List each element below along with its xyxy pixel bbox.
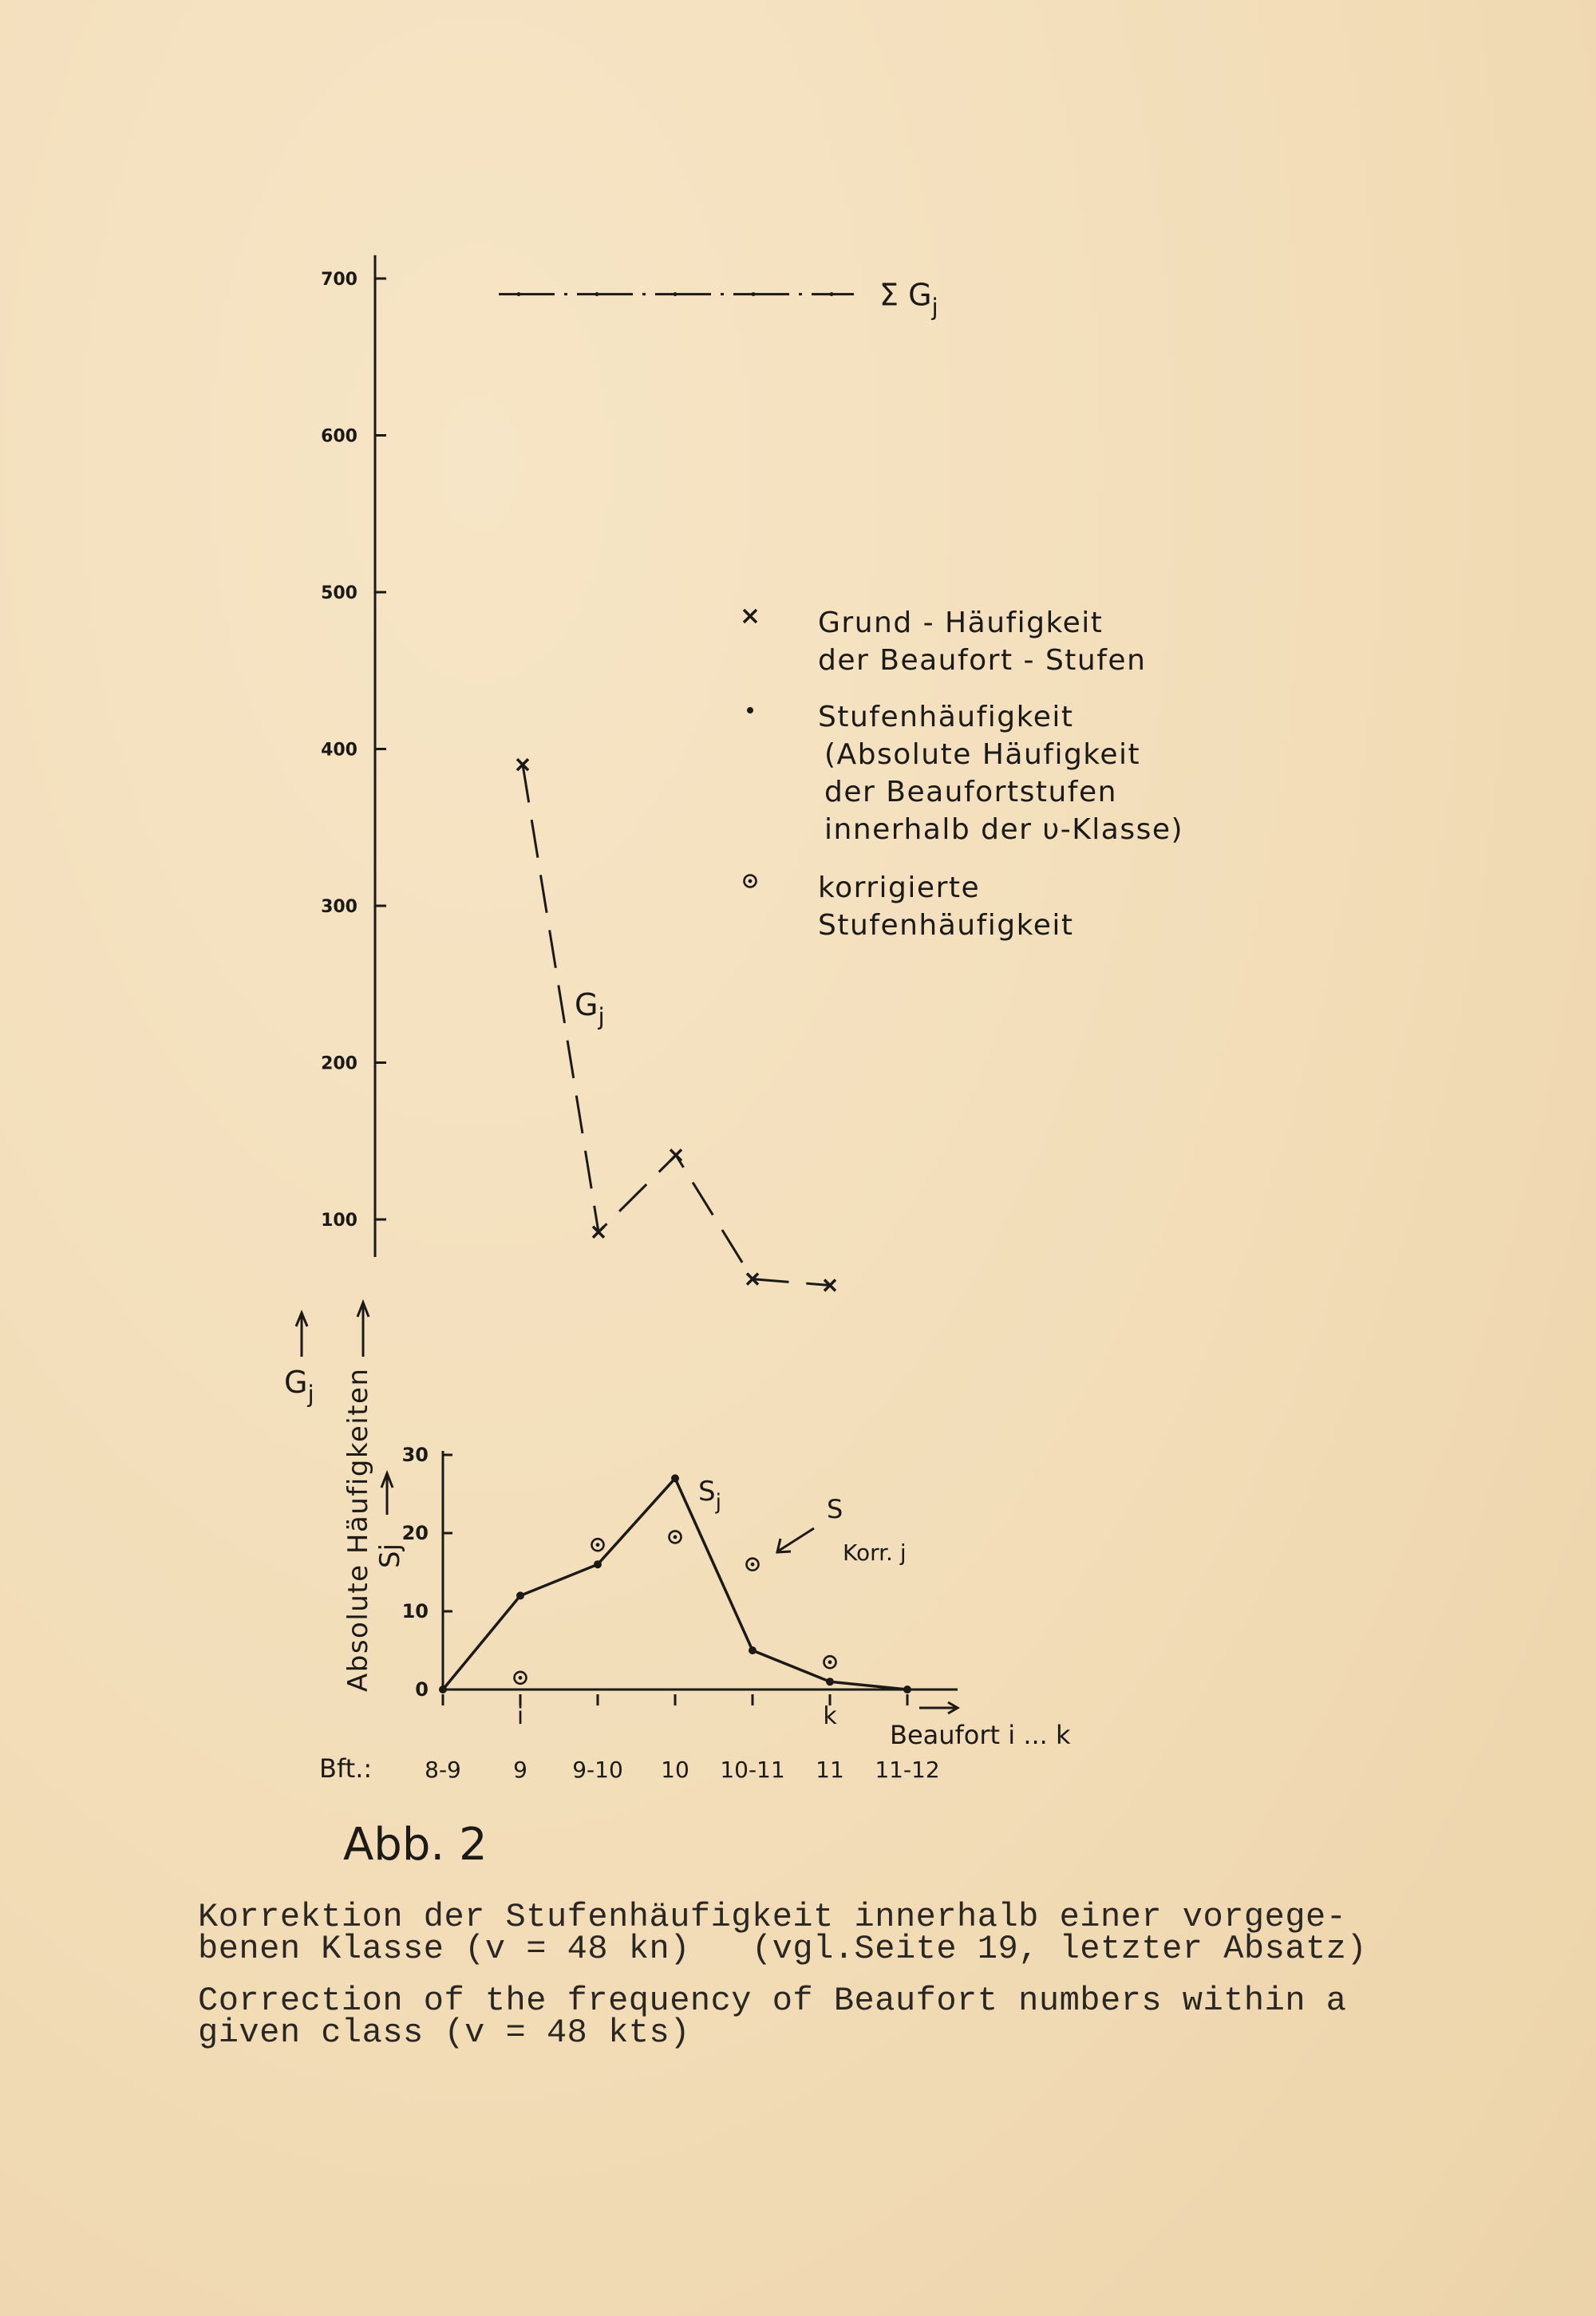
- legend-text-2-1: Stufenhäufigkeit: [818, 909, 1074, 942]
- legend-marker-circled-dot-center: [749, 879, 753, 883]
- sj-axis-label: Sj: [374, 1543, 406, 1568]
- legend-text-1-2: der Beaufortstufen: [824, 776, 1117, 808]
- lower-y-tick-label-20: 20: [401, 1522, 429, 1544]
- figure-label-abb2: Abb. 2: [343, 1819, 488, 1871]
- caption-de-line1: Korrektion der Stufenhäufigkeit innerhalb einer vorgege-: [198, 1898, 1347, 1936]
- sk-point-0-center: [519, 1676, 523, 1680]
- sum-gj-label: Σ $G_j$: [879, 277, 938, 321]
- bft-category-1: 9: [513, 1757, 527, 1783]
- caption-en-line2: given class (v = 48 kts): [198, 2014, 690, 2052]
- bft-prefix-label: Bft.:: [319, 1753, 373, 1784]
- upper-y-tick-label-400: 400: [321, 740, 358, 761]
- bft-category-5: 11: [816, 1757, 844, 1783]
- upper-y-tick-label-300: 300: [321, 897, 358, 917]
- sj-point-3: [671, 1474, 679, 1482]
- bft-category-0: 8-9: [425, 1757, 461, 1783]
- legend-text-0-0: Grund - Häufigkeit: [818, 607, 1104, 639]
- sk-point-3-center: [751, 1563, 755, 1567]
- sum-gj-point-0: [517, 292, 521, 296]
- bft-category-6: 11-12: [875, 1757, 940, 1783]
- caption-de-line2: benen Klasse (v = 48 kn) (vgl.Seite 19, letzter Absatz): [198, 1930, 1368, 1968]
- absolute-haeufigkeiten-label: Absolute Häufigkeiten: [342, 1367, 374, 1692]
- gj-axis-label: $G_j$: [284, 1365, 314, 1409]
- beaufort-axis-label: Beaufort i ... k: [890, 1720, 1071, 1750]
- lower-y-tick-label-10: 10: [401, 1600, 429, 1622]
- sj-point-2: [594, 1560, 602, 1568]
- upper-y-tick-label-500: 500: [321, 583, 358, 603]
- lower-y-tick-label-0: 0: [415, 1678, 429, 1701]
- gj-curve-label: $G_j$: [575, 987, 605, 1031]
- legend-text-0-1: der Beaufort - Stufen: [818, 644, 1147, 677]
- sk-point-1-center: [596, 1543, 600, 1547]
- skorr-label-s: S: [827, 1494, 843, 1524]
- sum-gj-point-3: [752, 292, 756, 296]
- legend-text-2-0: korrigierte: [818, 871, 981, 904]
- skorr-arrow: [777, 1528, 814, 1552]
- sk-point-4-center: [828, 1660, 832, 1664]
- sj-point-4: [749, 1646, 757, 1654]
- sum-gj-point-1: [595, 292, 599, 296]
- sk-point-2-center: [674, 1535, 678, 1539]
- sum-gj-point-2: [674, 292, 678, 296]
- legend-marker-dot: [747, 707, 753, 713]
- beaufort-axis-arrow: [919, 1702, 958, 1713]
- sj-point-5: [826, 1678, 834, 1686]
- gj-line: [523, 765, 830, 1285]
- skorr-label-sub: Korr. j: [843, 1539, 907, 1566]
- caption-en-line1: Correction of the frequency of Beaufort numbers within a: [198, 1982, 1347, 2020]
- x-mark-i: i: [516, 1702, 524, 1730]
- upper-y-tick-label-600: 600: [321, 426, 358, 447]
- sj-curve-label: $S_j$: [698, 1476, 721, 1515]
- upper-y-tick-label-100: 100: [321, 1211, 358, 1231]
- sj-point-6: [903, 1686, 911, 1694]
- legend-marker-cross: [744, 610, 757, 622]
- bft-category-3: 10: [661, 1757, 689, 1783]
- legend-text-1-3: innerhalb der υ-Klasse): [824, 813, 1184, 846]
- legend-text-1-1: (Absolute Häufigkeit: [824, 738, 1141, 771]
- upper-y-tick-label-700: 700: [321, 270, 358, 290]
- bft-category-4: 10-11: [720, 1757, 785, 1783]
- upper-y-tick-label-200: 200: [321, 1053, 358, 1074]
- gj-point-2: [670, 1149, 681, 1160]
- sum-gj-point-4: [830, 292, 834, 296]
- sj-point-0: [439, 1686, 447, 1694]
- sj-point-1: [516, 1591, 524, 1599]
- legend-text-1-0: Stufenhäufigkeit: [818, 701, 1074, 733]
- bft-category-2: 9-10: [572, 1757, 623, 1783]
- lower-y-tick-label-30: 30: [401, 1444, 429, 1466]
- x-mark-k: k: [823, 1702, 837, 1730]
